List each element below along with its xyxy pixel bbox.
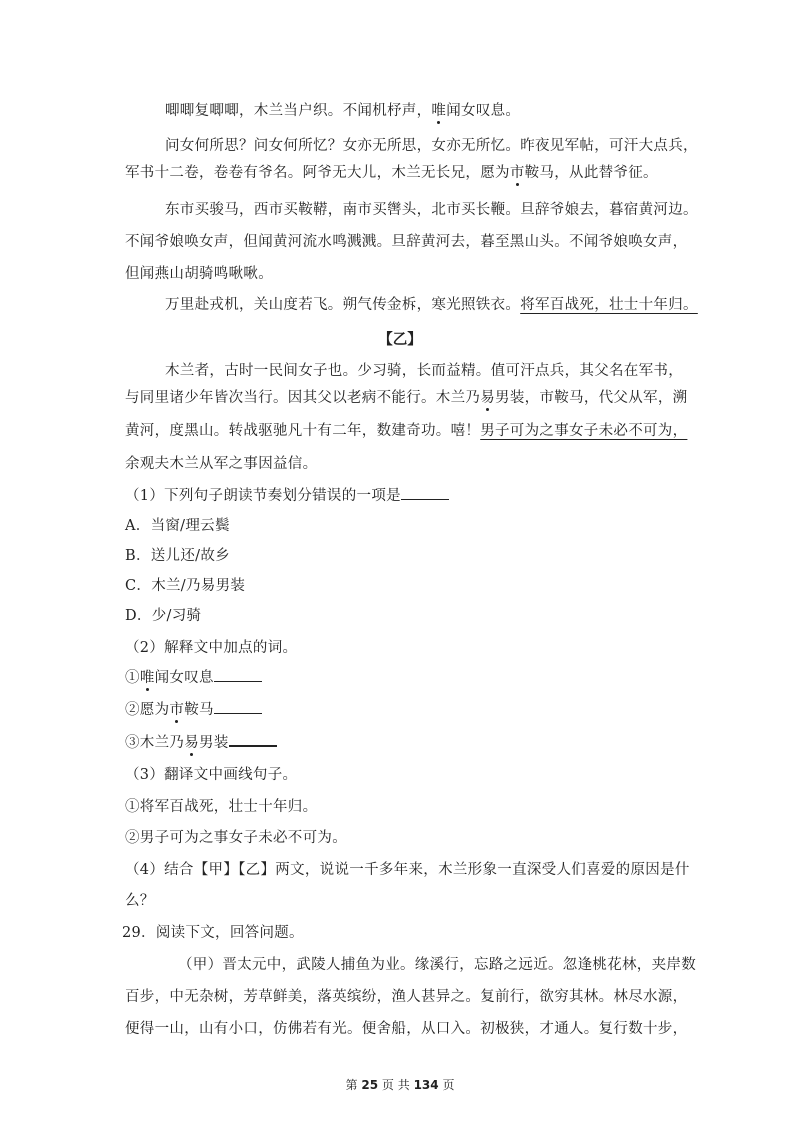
- answer-blank: [229, 731, 277, 747]
- q3-item-1: ①将军百战死，壮士十年归。: [125, 799, 318, 815]
- q1-option-c: C．木兰/乃易男装: [125, 578, 246, 594]
- section-heading-yi: 【乙】: [378, 331, 422, 348]
- yi-line-3: 黄河，度黑山。转战驱驰凡十有二年，数建奇功。嘻！男子可为之事女子未必不可为，: [125, 423, 688, 439]
- yi-line-1: 木兰者，古时一民间女子也。少习骑，长而益精。值可汗点兵，其父名在军书，: [165, 363, 683, 379]
- q1-option-a: A．当窗/理云鬓: [125, 518, 230, 534]
- q4-line-2: 么？: [125, 893, 155, 909]
- poem-line-2: 问女何所思？问女何所忆？女亦无所思，女亦无所忆。昨夜见军帖，可汗大点兵，: [165, 138, 698, 154]
- q4-line-1: （4）结合【甲】【乙】两文，说说一千多年来，木兰形象一直深受人们喜爱的原因是什: [125, 862, 690, 878]
- q2-item-3: ③木兰乃易男装: [125, 731, 277, 753]
- poem-line-3: 军书十二卷，卷卷有爷名。阿爷无大儿，木兰无长兄，愿为市鞍马，从此替爷征。: [125, 165, 658, 181]
- q29-stem: 29．阅读下文，回答问题。: [122, 925, 304, 941]
- poem-line-6: 但闻燕山胡骑鸣啾啾。: [125, 266, 273, 282]
- q3-stem: （3）翻译文中画线句子。: [125, 767, 298, 783]
- q29-line-2: 百步，中无杂树，芳草鲜美，落英缤纷，渔人甚异之。复前行，欲穷其林。林尽水源，: [125, 989, 688, 1005]
- answer-blank: [214, 699, 262, 714]
- page-number: 25: [361, 1078, 379, 1092]
- dotted-word-wei: 唯: [431, 103, 447, 119]
- dotted-word-wei: 唯: [139, 670, 155, 686]
- dotted-word-shi: 市: [169, 702, 185, 718]
- poem-line-1: 唧唧复唧唧，木兰当户织。不闻机杼声，唯闻女叹息。: [165, 103, 521, 119]
- page-footer: 第 25 页 共 134 页: [345, 1078, 455, 1092]
- q1-option-d: D．少/习骑: [125, 608, 202, 624]
- dotted-word-yi: 易: [184, 735, 200, 751]
- yi-line-2: 与同里诸少年皆次当行。因其父以老病不能行。木兰乃易男装，市鞍马，代父从军，溯: [125, 390, 688, 406]
- dotted-word-yi: 易: [480, 390, 496, 406]
- q2-stem: （2）解释文中加点的词。: [125, 640, 298, 656]
- underlined-sentence-1: 将军百战死，壮士十年归。: [520, 297, 698, 313]
- poem-line-7: 万里赴戎机，关山度若飞。朔气传金柝，寒光照铁衣。将军百战死，壮士十年归。: [165, 297, 698, 313]
- yi-line-4: 余观夫木兰从军之事因益信。: [125, 456, 318, 472]
- q3-item-2: ②男子可为之事女子未必不可为。: [125, 830, 347, 846]
- q29-line-1: （甲）晋太元中，武陵人捕鱼为业。缘溪行，忘路之远近。忽逢桃花林，夹岸数: [178, 957, 696, 973]
- page-total: 134: [413, 1078, 439, 1092]
- q1-option-b: B．送儿还/故乡: [125, 548, 230, 564]
- answer-blank: [401, 485, 449, 500]
- underlined-sentence-2: 男子可为之事女子未必不可为，: [480, 423, 688, 439]
- q29-line-3: 便得一山，山有小口，仿佛若有光。便舍船，从口入。初极狭，才通人。复行数十步，: [125, 1021, 688, 1037]
- q1-stem: （1）下列句子朗读节奏划分错误的一项是: [125, 485, 449, 506]
- dotted-word-shi: 市: [509, 165, 525, 181]
- q2-item-2: ②愿为市鞍马: [125, 699, 262, 720]
- q2-item-1: ①唯闻女叹息: [125, 667, 262, 688]
- answer-blank: [214, 667, 262, 682]
- poem-line-5: 不闻爷娘唤女声，但闻黄河流水鸣溅溅。旦辞黄河去，暮至黑山头。不闻爷娘唤女声，: [125, 234, 688, 250]
- poem-line-4: 东市买骏马，西市买鞍鞯，南市买辔头，北市买长鞭。旦辞爷娘去，暮宿黄河边。: [165, 202, 698, 218]
